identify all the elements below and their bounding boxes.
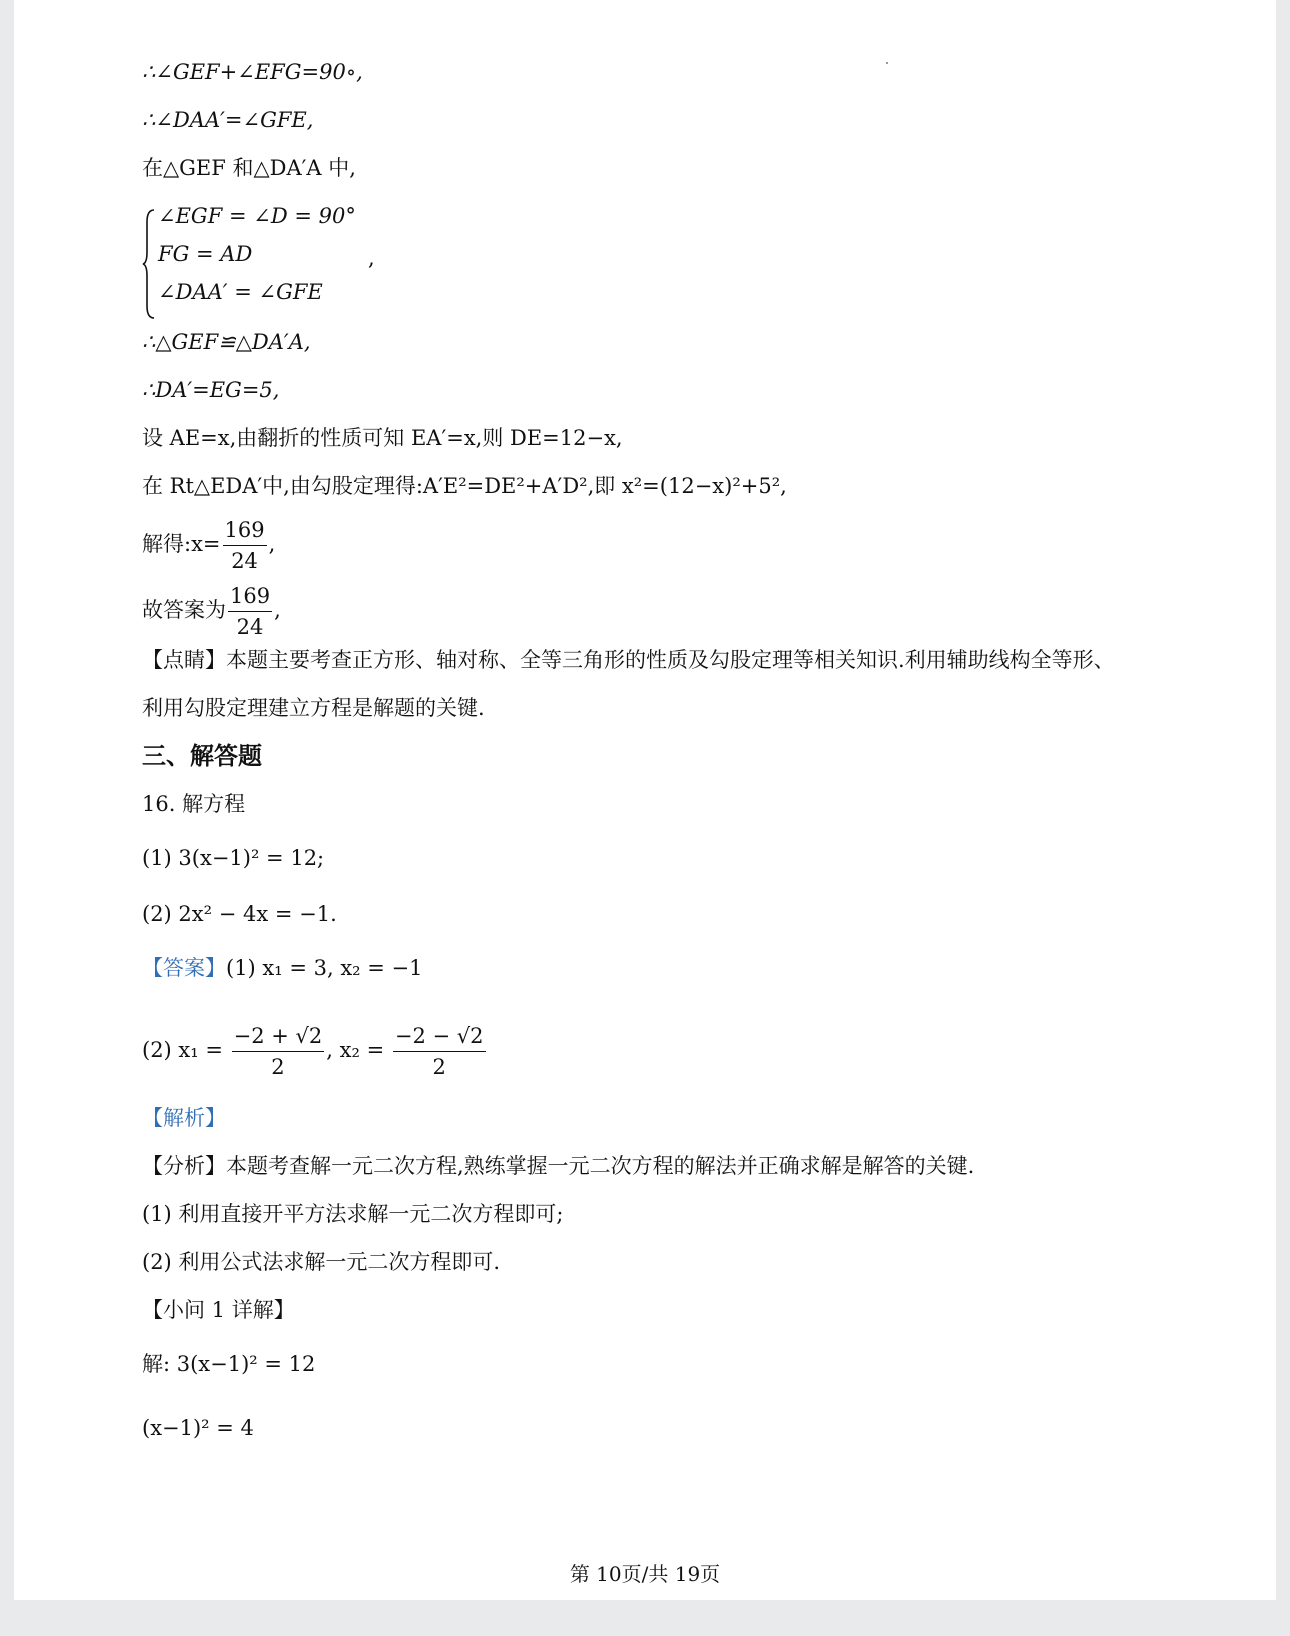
solution-line	[142, 512, 275, 576]
system-line-2: FG = AD	[158, 242, 253, 266]
scan-speck	[886, 62, 888, 64]
text-line: ∴DA′=EG=5,	[142, 378, 280, 402]
fraction-denominator: 2	[271, 1055, 285, 1079]
text-line: 利用勾股定理建立方程是解题的关键.	[142, 696, 485, 720]
fraction-numerator: 169	[228, 581, 272, 612]
equation-2: (2) 2x² − 4x = −1.	[142, 902, 337, 926]
fraction-denominator: 24	[236, 615, 264, 639]
answer-line	[142, 578, 281, 642]
fraction	[232, 1021, 325, 1082]
fraction-numerator: 169	[223, 515, 267, 546]
text-line: 【分析】本题考查解一元二次方程,熟练掌握一元二次方程的解法并正确求解是解答的关键.	[142, 1154, 975, 1178]
system-comma: ,	[368, 246, 375, 270]
system-line-3: ∠DAA′ = ∠GFE	[158, 280, 323, 304]
comma: ,	[274, 598, 281, 622]
system-brace	[142, 208, 156, 320]
answer-tag: 【答案】	[142, 956, 226, 980]
comma: ,	[268, 532, 276, 556]
text-line: (1) 利用直接开平方法求解一元二次方程即可;	[142, 1202, 564, 1226]
answer-1: (1) x₁ = 3, x₂ = −1	[226, 956, 423, 980]
fraction	[223, 515, 267, 576]
text-line: 在 Rt△EDA′中,由勾股定理得:A′E²=DE²+A′D²,即 x²=(12−x)²+5²,	[142, 474, 787, 498]
analysis-tag: 【解析】	[142, 1106, 226, 1130]
question-title: 16. 解方程	[142, 792, 246, 816]
bottom-margin	[0, 1600, 1290, 1636]
page-footer: 第 10页/共 19页	[569, 1562, 721, 1586]
fraction	[228, 581, 272, 642]
text-line: 【点睛】本题主要考查正方形、轴对称、全等三角形的性质及勾股定理等相关知识.利用辅助线构全等形、	[142, 648, 1115, 672]
fraction	[393, 1021, 486, 1082]
text-line: (2) 利用公式法求解一元二次方程即可.	[142, 1250, 501, 1274]
system-line-1: ∠EGF = ∠D = 90°	[158, 204, 356, 228]
section-heading: 三、解答题	[142, 741, 262, 770]
text-line: ∴∠GEF+∠EFG=90∘,	[142, 60, 363, 84]
x2-label: , x₂ =	[326, 1038, 391, 1062]
answer-label: 故答案为	[142, 598, 226, 622]
equation-1: (1) 3(x−1)² = 12;	[142, 846, 325, 870]
solve-label: 解得:x=	[142, 532, 221, 556]
text-line: ∴∠DAA′=∠GFE,	[142, 108, 314, 132]
solution-step-2: (x−1)² = 4	[142, 1416, 254, 1440]
fraction-denominator: 24	[231, 549, 258, 573]
text-line: 在△GEF 和△DA′A 中,	[142, 156, 356, 180]
answer-2-line	[142, 1018, 488, 1082]
text-line: 设 AE=x,由翻折的性质可知 EA′=x,则 DE=12−x,	[142, 426, 623, 450]
answer-2-label: (2) x₁ =	[142, 1038, 230, 1062]
solution-step-1: 解: 3(x−1)² = 12	[142, 1352, 316, 1376]
answer-line	[142, 954, 423, 982]
fraction-numerator: −2 + √2	[232, 1021, 325, 1052]
document-page	[14, 0, 1276, 1600]
text-line: ∴△GEF≌△DA′A,	[142, 330, 311, 354]
fraction-numerator: −2 − √2	[393, 1021, 486, 1052]
fraction-denominator: 2	[432, 1055, 446, 1079]
subquestion-heading: 【小问 1 详解】	[142, 1298, 295, 1322]
